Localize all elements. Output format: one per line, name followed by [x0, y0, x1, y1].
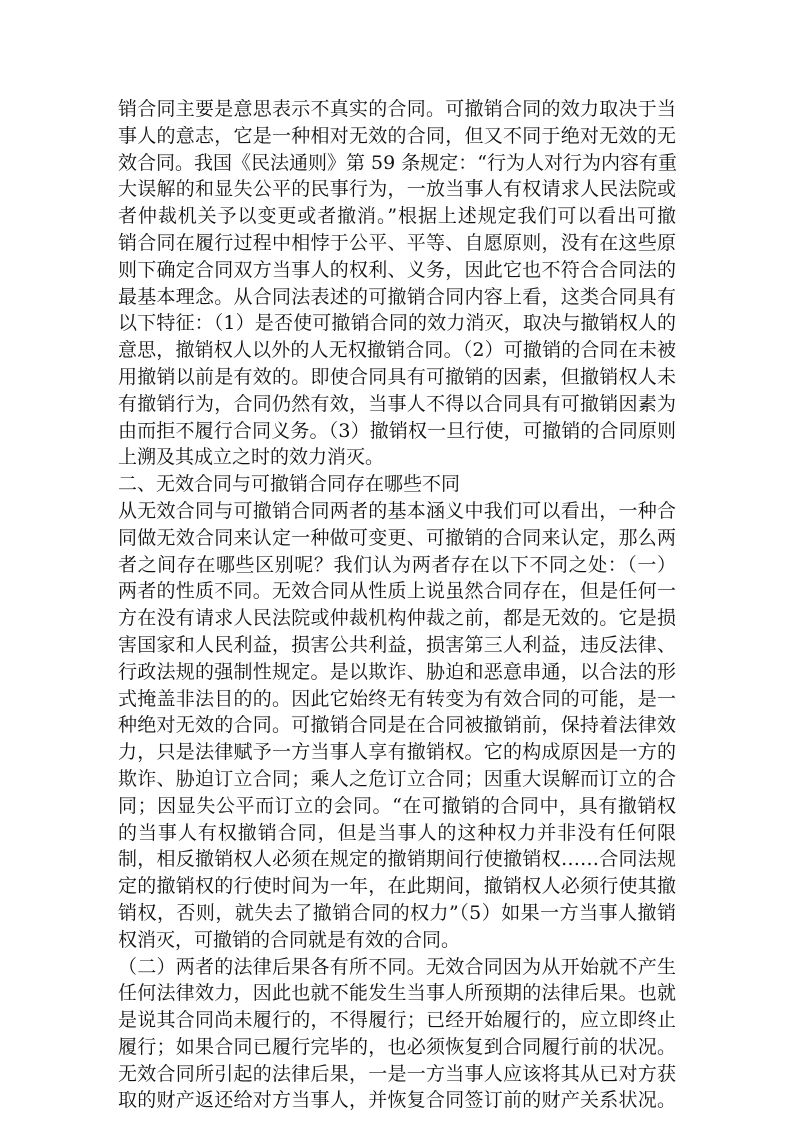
text-line: 害国家和人民利益，损害公共利益，损害第三人利益，违反法律、 [118, 633, 676, 656]
text-line: 意思，撤销权人以外的人无权撤销合同。（2）可撤销的合同在未被 [118, 339, 676, 362]
text-line: 任何法律效力，因此也就不能发生当事人所预期的法律后果。也就 [118, 982, 676, 1005]
text-line: 大误解的和显失公平的民事行为，一放当事人有权请求人民法院或 [118, 178, 676, 201]
text-line: 以下特征：（1）是否使可撤销合同的效力消灭，取决与撤销权人的 [118, 312, 676, 335]
text-line: 种绝对无效的合同。可撤销合同是在合同被撤销前，保持着法律效 [118, 714, 676, 737]
text-line: 力，只是法律赋予一方当事人享有撤销权。它的构成原因是一方的 [118, 741, 676, 764]
text-line: 销合同主要是意思表示不真实的合同。可撤销合同的效力取决于当 [118, 98, 676, 120]
text-line: 式掩盖非法目的的。因此它始终无有转变为有效合同的可能，是一 [118, 687, 676, 710]
text-line: 取的财产返还给对方当事人，并恢复合同签订前的财产关系状况。 [118, 1089, 676, 1112]
text-line: 定的撤销权的行使时间为一年，在此期间，撤销权人必须行使其撤 [118, 875, 676, 898]
text-line: 制，相反撤销权人必须在规定的撤销期间行使撤销权……合同法规 [118, 848, 676, 871]
text-line: 同做无效合同来认定一种做可变更、可撤销的合同来认定，那么两 [118, 526, 676, 549]
text-line: 销合同在履行过程中相悖于公平、平等、自愿原则，没有在这些原 [118, 231, 676, 254]
text-line: 上溯及其成立之时的效力消灭。 [118, 446, 385, 469]
text-line: 的当事人有权撤销合同，但是当事人的这种权力并非没有任何限 [118, 821, 676, 844]
text-line: 权消灭，可撤销的合同就是有效的合同。 [118, 928, 461, 951]
text-line: 由而拒不履行合同义务。（3）撤销权一旦行使，可撤销的合同原则 [118, 419, 676, 442]
text-line: 行政法规的强制性规定。是以欺诈、胁迫和恶意串通，以合法的形 [118, 660, 676, 683]
text-line: 履行；如果合同已履行完毕的，也必须恢复到合同履行前的状况。 [118, 1035, 676, 1058]
text-line: 最基本理念。从合同法表述的可撤销合同内容上看，这类合同具有 [118, 285, 676, 308]
document-body [118, 96, 676, 1114]
text-line: 者之间存在哪些区别呢？我们认为两者存在以下不同之处：（一） [118, 553, 676, 576]
text-line: 销权，否则，就失去了撤销合同的权力”（5）如果一方当事人撤销 [118, 901, 676, 924]
text-line: 两者的性质不同。无效合同从性质上说虽然合同存在，但是任何一 [118, 580, 676, 603]
text-line: 则下确定合同双方当事人的权利、义务，因此它也不符合合同法的 [118, 258, 676, 281]
text-line: （二）两者的法律后果各有所不同。无效合同因为从开始就不产生 [118, 955, 676, 978]
text-line: 从无效合同与可撤销合同两者的基本涵义中我们可以看出，一种合 [118, 499, 676, 522]
text-line: 方在没有请求人民法院或仲裁机构仲裁之前，都是无效的。它是损 [118, 607, 676, 630]
text-line: 用撤销以前是有效的。即使合同具有可撤销的因素，但撤销权人未 [118, 365, 676, 388]
text-line: 有撤销行为，合同仍然有效，当事人不得以合同具有可撤销因素为 [118, 392, 676, 415]
text-line: 欺诈、胁迫订立合同；乘人之危订立合同；因重大误解而订立的合 [118, 767, 676, 790]
text-line: 同；因显失公平而订立的会同。“在可撤销的合同中，具有撤销权 [118, 794, 676, 817]
text-line: 效合同。我国《民法通则》第 59 条规定：“行为人对行为内容有重 [118, 151, 677, 174]
text-line: 事人的意志，它是一种相对无效的合同，但又不同于绝对无效的无 [118, 124, 676, 147]
text-line: 二、无效合同与可撤销合同存在哪些不同 [118, 473, 461, 496]
text-line: 无效合同所引起的法律后果，一是一方当事人应该将其从已对方获 [118, 1062, 676, 1085]
text-line: 是说其合同尚未履行的，不得履行；已经开始履行的，应立即终止 [118, 1009, 676, 1032]
text-line: 者仲裁机关予以变更或者撤消。”根据上述规定我们可以看出可撤 [118, 205, 676, 228]
